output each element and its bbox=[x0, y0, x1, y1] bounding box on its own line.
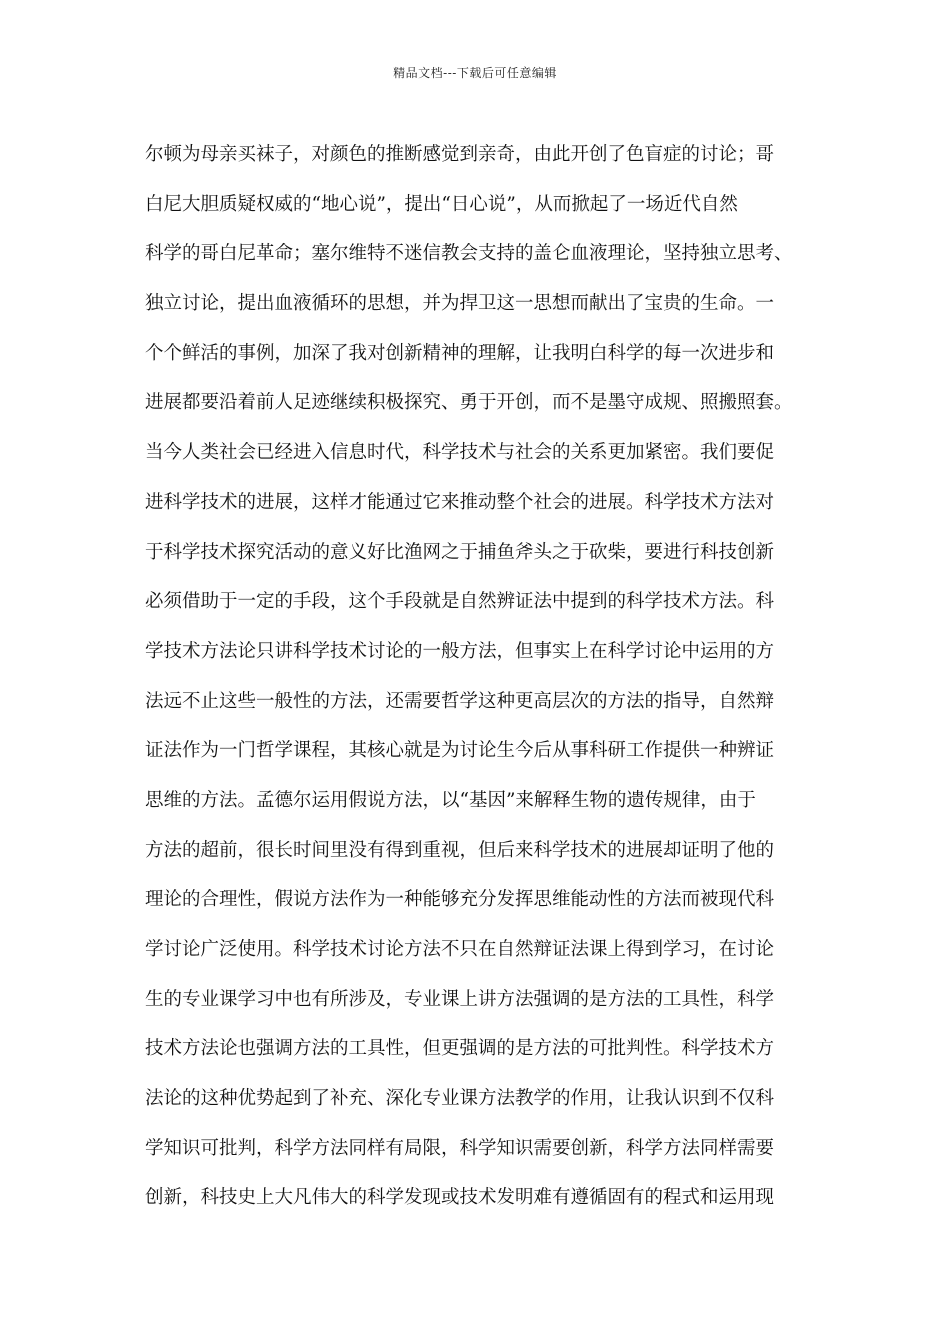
text-line: 思维的方法。孟德尔运用假说方法，以“基因”来解释生物的遗传规律，由于 bbox=[145, 789, 756, 811]
body-text bbox=[145, 130, 815, 1223]
text-line: 白尼大胆质疑权威的“地心说”，提出“日心说”，从而掀起了一场近代自然 bbox=[145, 193, 738, 215]
text-line: 证法作为一门哲学课程，其核心就是为讨论生今后从事科研工作提供一种辨证 bbox=[145, 740, 775, 762]
text-line: 方法的超前，很长时间里没有得到重视，但后来科学技术的进展却证明了他的 bbox=[145, 839, 775, 861]
text-line: 学讨论广泛使用。科学技术讨论方法不只在自然辩证法课上得到学习，在讨论 bbox=[145, 939, 775, 960]
text-line: 于科学技术探究活动的意义好比渔网之于捕鱼斧头之于砍柴，要进行科技创新 bbox=[145, 541, 775, 563]
text-line: 当今人类社会已经进入信息时代，科学技术与社会的关系更加紧密。我们要促 bbox=[145, 442, 775, 464]
text-line: 理论的合理性，假说方法作为一种能够充分发挥思维能动性的方法而被现代科 bbox=[145, 889, 775, 911]
text-line: 技术方法论也强调方法的工具性，但更强调的是方法的可批判性。科学技术方 bbox=[145, 1038, 775, 1060]
text-line: 学知识可批判，科学方法同样有局限，科学知识需要创新，科学方法同样需要 bbox=[145, 1137, 775, 1159]
text-line: 尔顿为母亲买袜子，对颜色的推断感觉到亲奇，由此开创了色盲症的讨论；哥 bbox=[145, 144, 775, 165]
text-line: 进展都要沿着前人足迹继续积极探究、勇于开创，而不是墨守成规、照搬照套。 bbox=[145, 392, 793, 414]
text-line: 法远不止这些一般性的方法，还需要哲学这种更高层次的方法的指导，自然辩 bbox=[145, 690, 775, 712]
text-line: 进科学技术的进展，这样才能通过它来推动整个社会的进展。科学技术方法对 bbox=[145, 491, 775, 513]
text-line: 生的专业课学习中也有所涉及，专业课上讲方法强调的是方法的工具性，科学 bbox=[145, 988, 775, 1010]
text-line: 个个鲜活的事例，加深了我对创新精神的理解，让我明白科学的每一次进步和 bbox=[145, 342, 775, 364]
text-line: 科学的哥白尼革命；塞尔维特不迷信教会支持的盖仑血液理论，坚持独立思考、 bbox=[145, 243, 793, 265]
text-line: 必须借助于一定的手段，这个手段就是自然辨证法中提到的科学技术方法。科 bbox=[145, 591, 775, 613]
page-header: 精品文档---下载后可任意编辑 bbox=[393, 66, 557, 80]
text-line: 法论的这种优势起到了补充、深化专业课方法教学的作用，让我认识到不仅科 bbox=[145, 1088, 775, 1110]
text-line: 学技术方法论只讲科学技术讨论的一般方法，但事实上在科学讨论中运用的方 bbox=[145, 640, 775, 662]
text-line: 独立讨论，提出血液循环的思想，并为捍卫这一思想而献出了宝贵的生命。一 bbox=[145, 293, 775, 315]
text-line: 创新，科技史上大凡伟大的科学发现或技术发明难有遵循固有的程式和运用现 bbox=[145, 1187, 775, 1209]
